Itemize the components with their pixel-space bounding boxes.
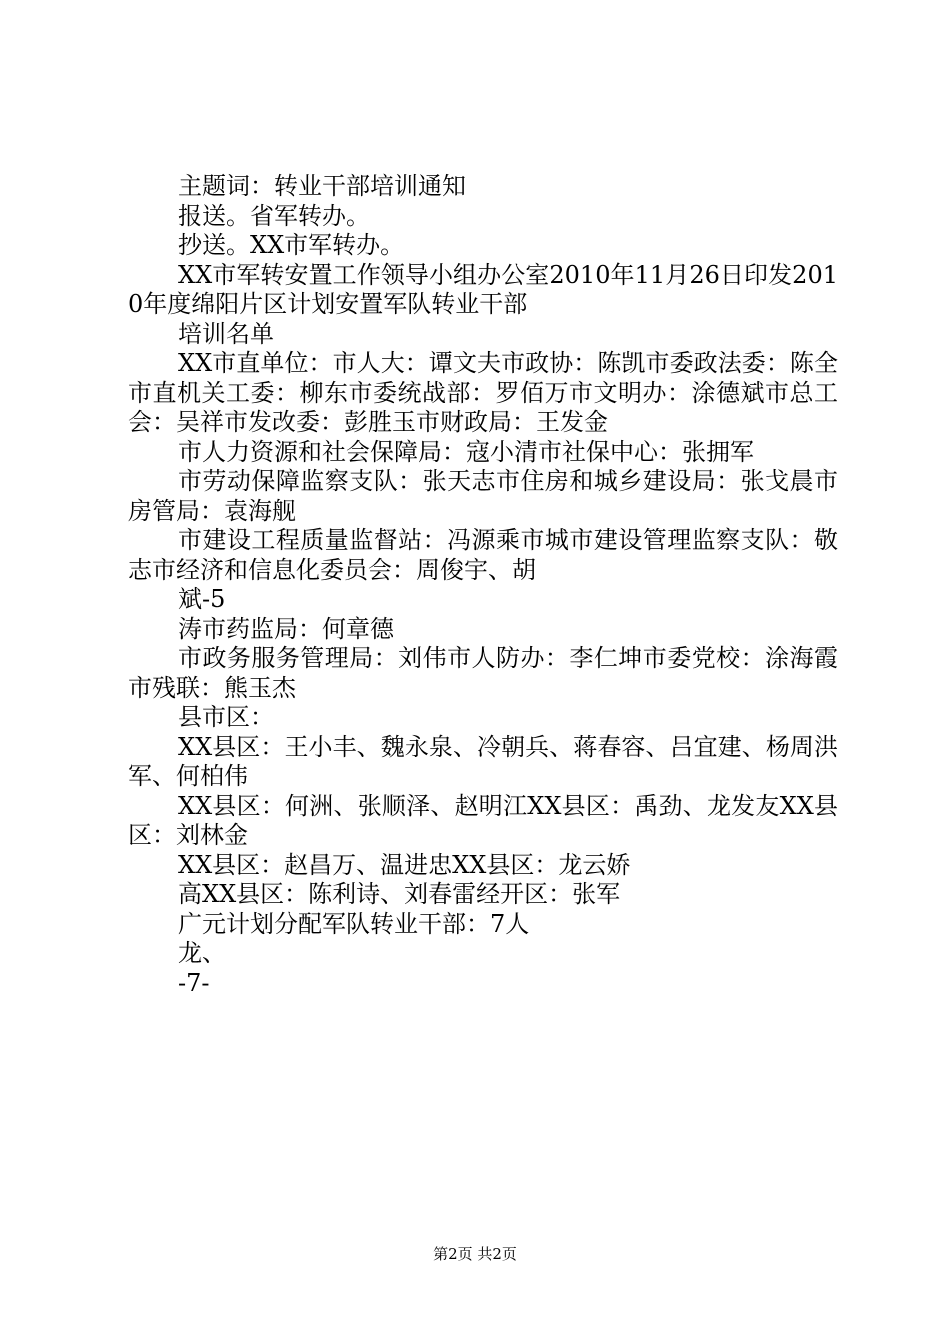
city-units-paragraph: XX市直单位：市人大：谭文夫市政协：陈凯市委政法委：陈全市直机关工委：柳东市委统战部：罗佰万市文明办：涂德斌市总工会：吴祥市发改委：彭胜玉市财政局：王发金 bbox=[128, 349, 838, 436]
gov-services-paragraph: 市政务服务管理局：刘伟市人防办：李仁坤市委党校：涂海霞市残联：熊玉杰 bbox=[128, 644, 838, 702]
labor-inspection-paragraph: 市劳动保障监察支队：张天志市住房和城乡建设局：张戈晨市房管局：袁海舰 bbox=[128, 467, 838, 525]
fragment-line-2: 龙、 bbox=[178, 939, 226, 967]
construction-paragraph: 市建设工程质量监督站：冯源乘市城市建设管理监察支队：敬志市经济和信息化委员会：周俊宇、胡 bbox=[128, 526, 838, 584]
hr-bureau-paragraph: 市人力资源和社会保障局：寇小清市社保中心：张拥军 bbox=[178, 437, 754, 466]
inline-page-number: -7- bbox=[178, 968, 210, 997]
drug-bureau-paragraph: 涛市药监局：何章德 bbox=[178, 614, 394, 643]
guangyuan-paragraph: 广元计划分配军队转业干部：7人 bbox=[178, 909, 530, 938]
county-paragraph-4: 高XX县区：陈利诗、刘春雷经开区：张军 bbox=[178, 880, 621, 908]
document-body bbox=[128, 172, 838, 998]
copy-to-line: 抄送。XX市军转办。 bbox=[178, 231, 405, 259]
list-title: 培训名单 bbox=[178, 319, 274, 348]
fragment-line: 斌-5 bbox=[178, 585, 226, 613]
issuer-line: XX市军转安置工作领导小组办公室2010年11月26日印发2010年度绵阳片区计划安置军队转业干部 bbox=[128, 260, 838, 318]
counties-heading: 县市区： bbox=[178, 703, 274, 731]
county-paragraph-1: XX县区：王小丰、魏永泉、冷朝兵、蒋春容、吕宜建、杨周洪军、何柏伟 bbox=[128, 732, 838, 790]
page-footer: 第2页 共2页 bbox=[433, 1245, 517, 1263]
county-paragraph-3: XX县区：赵昌万、温进忠XX县区：龙云娇 bbox=[178, 850, 631, 879]
report-to-line: 报送。省军转办。 bbox=[178, 201, 370, 230]
subject-line: 主题词：转业干部培训通知 bbox=[178, 172, 466, 200]
county-paragraph-2: XX县区：何洲、张顺泽、赵明江XX县区：禹劲、龙发友XX县区：刘林金 bbox=[128, 791, 838, 849]
